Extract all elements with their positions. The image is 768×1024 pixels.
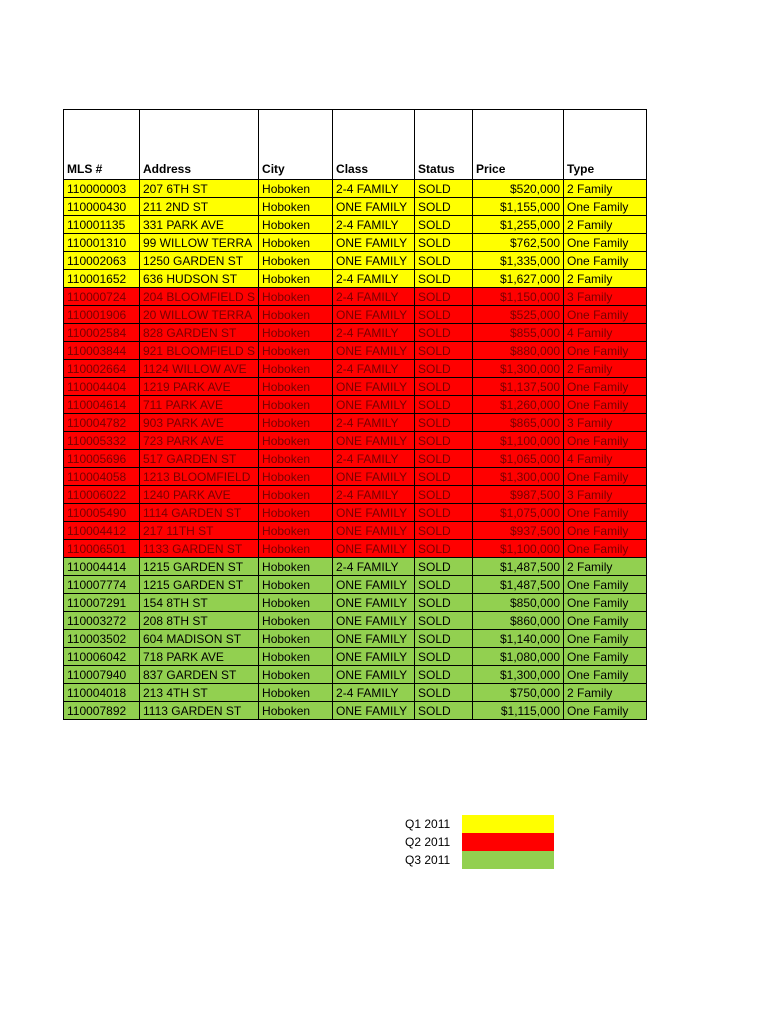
status-cell: SOLD <box>415 666 473 684</box>
address-cell: 1124 WILLOW AVE <box>140 360 259 378</box>
address-cell: 1219 PARK AVE <box>140 378 259 396</box>
status-cell: SOLD <box>415 612 473 630</box>
class-cell: ONE FAMILY <box>333 396 415 414</box>
status-cell: SOLD <box>415 414 473 432</box>
table-row <box>64 558 647 576</box>
class-cell: ONE FAMILY <box>333 666 415 684</box>
city-cell: Hoboken <box>259 198 333 216</box>
type-cell: One Family <box>564 540 647 558</box>
city-cell: Hoboken <box>259 522 333 540</box>
type-cell: One Family <box>564 468 647 486</box>
type-cell: 2 Family <box>564 558 647 576</box>
class-cell: ONE FAMILY <box>333 504 415 522</box>
price-cell: $1,115,000 <box>473 702 564 720</box>
mls-cell: 110007940 <box>64 666 140 684</box>
address-cell: 828 GARDEN ST <box>140 324 259 342</box>
legend-item <box>405 815 554 833</box>
class-cell: 2-4 FAMILY <box>333 360 415 378</box>
table-row <box>64 432 647 450</box>
sales-table <box>63 109 647 720</box>
type-cell: One Family <box>564 702 647 720</box>
quarter-legend <box>405 815 554 869</box>
address-cell: 604 MADISON ST <box>140 630 259 648</box>
address-cell: 213 4TH ST <box>140 684 259 702</box>
type-cell: One Family <box>564 396 647 414</box>
price-cell: $1,627,000 <box>473 270 564 288</box>
price-cell: $1,300,000 <box>473 468 564 486</box>
class-cell: ONE FAMILY <box>333 432 415 450</box>
type-cell: One Family <box>564 306 647 324</box>
status-cell: SOLD <box>415 702 473 720</box>
city-cell: Hoboken <box>259 216 333 234</box>
status-cell: SOLD <box>415 630 473 648</box>
mls-cell: 110007291 <box>64 594 140 612</box>
address-cell: 718 PARK AVE <box>140 648 259 666</box>
address-cell: 636 HUDSON ST <box>140 270 259 288</box>
address-cell: 837 GARDEN ST <box>140 666 259 684</box>
status-cell: SOLD <box>415 396 473 414</box>
city-cell: Hoboken <box>259 288 333 306</box>
city-cell: Hoboken <box>259 396 333 414</box>
type-cell: 4 Family <box>564 450 647 468</box>
price-cell: $1,100,000 <box>473 540 564 558</box>
city-cell: Hoboken <box>259 450 333 468</box>
address-cell: 204 BLOOMFIELD S <box>140 288 259 306</box>
city-cell: Hoboken <box>259 180 333 198</box>
status-cell: SOLD <box>415 432 473 450</box>
status-cell: SOLD <box>415 558 473 576</box>
mls-cell: 110004614 <box>64 396 140 414</box>
city-cell: Hoboken <box>259 504 333 522</box>
legend-label: Q2 2011 <box>405 835 451 849</box>
table-row <box>64 270 647 288</box>
type-cell: 2 Family <box>564 360 647 378</box>
price-cell: $1,075,000 <box>473 504 564 522</box>
class-cell: ONE FAMILY <box>333 612 415 630</box>
table-row <box>64 378 647 396</box>
class-cell: 2-4 FAMILY <box>333 180 415 198</box>
type-cell: One Family <box>564 666 647 684</box>
status-cell: SOLD <box>415 522 473 540</box>
mls-cell: 110001135 <box>64 216 140 234</box>
type-cell: 2 Family <box>564 180 647 198</box>
class-cell: ONE FAMILY <box>333 198 415 216</box>
address-cell: 1213 BLOOMFIELD <box>140 468 259 486</box>
city-cell: Hoboken <box>259 558 333 576</box>
address-cell: 711 PARK AVE <box>140 396 259 414</box>
type-cell: One Family <box>564 576 647 594</box>
price-cell: $525,000 <box>473 306 564 324</box>
class-cell: ONE FAMILY <box>333 540 415 558</box>
mls-cell: 110005490 <box>64 504 140 522</box>
address-cell: 1240 PARK AVE <box>140 486 259 504</box>
legend-swatch <box>462 851 554 869</box>
city-cell: Hoboken <box>259 432 333 450</box>
table-row <box>64 666 647 684</box>
header-mls: MLS # <box>64 110 140 180</box>
mls-cell: 110002063 <box>64 252 140 270</box>
status-cell: SOLD <box>415 684 473 702</box>
mls-cell: 110002584 <box>64 324 140 342</box>
type-cell: One Family <box>564 594 647 612</box>
table-row <box>64 342 647 360</box>
mls-cell: 110007774 <box>64 576 140 594</box>
table-row <box>64 540 647 558</box>
mls-cell: 110001906 <box>64 306 140 324</box>
status-cell: SOLD <box>415 342 473 360</box>
address-cell: 217 11TH ST <box>140 522 259 540</box>
legend-item <box>405 851 554 869</box>
status-cell: SOLD <box>415 576 473 594</box>
status-cell: SOLD <box>415 468 473 486</box>
status-cell: SOLD <box>415 234 473 252</box>
type-cell: One Family <box>564 504 647 522</box>
mls-cell: 110006022 <box>64 486 140 504</box>
table-row <box>64 702 647 720</box>
type-cell: One Family <box>564 522 647 540</box>
address-cell: 1114 GARDEN ST <box>140 504 259 522</box>
status-cell: SOLD <box>415 594 473 612</box>
table-row <box>64 396 647 414</box>
status-cell: SOLD <box>415 324 473 342</box>
class-cell: ONE FAMILY <box>333 522 415 540</box>
table-row <box>64 306 647 324</box>
legend-label: Q3 2011 <box>405 853 451 867</box>
city-cell: Hoboken <box>259 234 333 252</box>
price-cell: $1,155,000 <box>473 198 564 216</box>
mls-cell: 110004404 <box>64 378 140 396</box>
address-cell: 1215 GARDEN ST <box>140 558 259 576</box>
address-cell: 154 8TH ST <box>140 594 259 612</box>
class-cell: 2-4 FAMILY <box>333 486 415 504</box>
mls-cell: 110006501 <box>64 540 140 558</box>
class-cell: ONE FAMILY <box>333 630 415 648</box>
status-cell: SOLD <box>415 198 473 216</box>
type-cell: 2 Family <box>564 270 647 288</box>
price-cell: $937,500 <box>473 522 564 540</box>
type-cell: One Family <box>564 432 647 450</box>
city-cell: Hoboken <box>259 666 333 684</box>
class-cell: ONE FAMILY <box>333 252 415 270</box>
legend-swatch <box>462 833 554 851</box>
price-cell: $1,335,000 <box>473 252 564 270</box>
mls-cell: 110007892 <box>64 702 140 720</box>
status-cell: SOLD <box>415 180 473 198</box>
table-row <box>64 252 647 270</box>
city-cell: Hoboken <box>259 540 333 558</box>
city-cell: Hoboken <box>259 702 333 720</box>
address-cell: 211 2ND ST <box>140 198 259 216</box>
price-cell: $880,000 <box>473 342 564 360</box>
mls-cell: 110005332 <box>64 432 140 450</box>
city-cell: Hoboken <box>259 630 333 648</box>
table-row <box>64 216 647 234</box>
type-cell: 3 Family <box>564 288 647 306</box>
status-cell: SOLD <box>415 648 473 666</box>
table-row <box>64 630 647 648</box>
type-cell: One Family <box>564 378 647 396</box>
legend-swatch <box>462 815 554 833</box>
price-cell: $1,300,000 <box>473 360 564 378</box>
address-cell: 1250 GARDEN ST <box>140 252 259 270</box>
class-cell: 2-4 FAMILY <box>333 414 415 432</box>
class-cell: 2-4 FAMILY <box>333 684 415 702</box>
type-cell: 3 Family <box>564 414 647 432</box>
table-row <box>64 234 647 252</box>
type-cell: 3 Family <box>564 486 647 504</box>
type-cell: One Family <box>564 252 647 270</box>
type-cell: 2 Family <box>564 684 647 702</box>
class-cell: ONE FAMILY <box>333 378 415 396</box>
city-cell: Hoboken <box>259 414 333 432</box>
header-type: Type <box>564 110 647 180</box>
price-cell: $1,255,000 <box>473 216 564 234</box>
class-cell: ONE FAMILY <box>333 306 415 324</box>
city-cell: Hoboken <box>259 648 333 666</box>
status-cell: SOLD <box>415 378 473 396</box>
table-row <box>64 648 647 666</box>
mls-cell: 110003844 <box>64 342 140 360</box>
table-row <box>64 324 647 342</box>
city-cell: Hoboken <box>259 612 333 630</box>
status-cell: SOLD <box>415 504 473 522</box>
mls-cell: 110000003 <box>64 180 140 198</box>
table-row <box>64 594 647 612</box>
price-cell: $1,065,000 <box>473 450 564 468</box>
city-cell: Hoboken <box>259 486 333 504</box>
city-cell: Hoboken <box>259 324 333 342</box>
price-cell: $1,487,500 <box>473 576 564 594</box>
mls-cell: 110004018 <box>64 684 140 702</box>
table-row <box>64 360 647 378</box>
mls-cell: 110000430 <box>64 198 140 216</box>
type-cell: 2 Family <box>564 216 647 234</box>
address-cell: 903 PARK AVE <box>140 414 259 432</box>
price-cell: $1,080,000 <box>473 648 564 666</box>
class-cell: ONE FAMILY <box>333 648 415 666</box>
status-cell: SOLD <box>415 450 473 468</box>
mls-cell: 110004782 <box>64 414 140 432</box>
class-cell: 2-4 FAMILY <box>333 216 415 234</box>
price-cell: $1,487,500 <box>473 558 564 576</box>
table-row <box>64 198 647 216</box>
status-cell: SOLD <box>415 252 473 270</box>
class-cell: 2-4 FAMILY <box>333 324 415 342</box>
table-row <box>64 468 647 486</box>
class-cell: ONE FAMILY <box>333 342 415 360</box>
class-cell: 2-4 FAMILY <box>333 450 415 468</box>
address-cell: 517 GARDEN ST <box>140 450 259 468</box>
city-cell: Hoboken <box>259 306 333 324</box>
price-cell: $1,100,000 <box>473 432 564 450</box>
type-cell: One Family <box>564 342 647 360</box>
price-cell: $850,000 <box>473 594 564 612</box>
class-cell: ONE FAMILY <box>333 594 415 612</box>
mls-cell: 110004414 <box>64 558 140 576</box>
city-cell: Hoboken <box>259 342 333 360</box>
class-cell: ONE FAMILY <box>333 576 415 594</box>
address-cell: 723 PARK AVE <box>140 432 259 450</box>
mls-cell: 110004412 <box>64 522 140 540</box>
price-cell: $1,300,000 <box>473 666 564 684</box>
table-row <box>64 504 647 522</box>
price-cell: $1,150,000 <box>473 288 564 306</box>
city-cell: Hoboken <box>259 378 333 396</box>
city-cell: Hoboken <box>259 576 333 594</box>
mls-cell: 110003502 <box>64 630 140 648</box>
city-cell: Hoboken <box>259 684 333 702</box>
header-price: Price <box>473 110 564 180</box>
price-cell: $520,000 <box>473 180 564 198</box>
address-cell: 208 8TH ST <box>140 612 259 630</box>
price-cell: $1,260,000 <box>473 396 564 414</box>
mls-cell: 110000724 <box>64 288 140 306</box>
table-row <box>64 450 647 468</box>
address-cell: 99 WILLOW TERRA <box>140 234 259 252</box>
table-row <box>64 180 647 198</box>
city-cell: Hoboken <box>259 594 333 612</box>
class-cell: ONE FAMILY <box>333 702 415 720</box>
status-cell: SOLD <box>415 288 473 306</box>
table-row <box>64 414 647 432</box>
header-row <box>64 110 647 180</box>
city-cell: Hoboken <box>259 252 333 270</box>
address-cell: 1133 GARDEN ST <box>140 540 259 558</box>
price-cell: $750,000 <box>473 684 564 702</box>
city-cell: Hoboken <box>259 270 333 288</box>
class-cell: ONE FAMILY <box>333 468 415 486</box>
header-address: Address <box>140 110 259 180</box>
status-cell: SOLD <box>415 486 473 504</box>
mls-cell: 110001310 <box>64 234 140 252</box>
price-cell: $865,000 <box>473 414 564 432</box>
address-cell: 20 WILLOW TERRA <box>140 306 259 324</box>
type-cell: One Family <box>564 612 647 630</box>
price-cell: $987,500 <box>473 486 564 504</box>
type-cell: One Family <box>564 630 647 648</box>
price-cell: $1,137,500 <box>473 378 564 396</box>
price-cell: $1,140,000 <box>473 630 564 648</box>
status-cell: SOLD <box>415 306 473 324</box>
class-cell: 2-4 FAMILY <box>333 288 415 306</box>
mls-cell: 110005696 <box>64 450 140 468</box>
mls-cell: 110001652 <box>64 270 140 288</box>
status-cell: SOLD <box>415 540 473 558</box>
address-cell: 1215 GARDEN ST <box>140 576 259 594</box>
status-cell: SOLD <box>415 360 473 378</box>
type-cell: One Family <box>564 648 647 666</box>
class-cell: ONE FAMILY <box>333 234 415 252</box>
status-cell: SOLD <box>415 216 473 234</box>
header-class: Class <box>333 110 415 180</box>
table-row <box>64 576 647 594</box>
city-cell: Hoboken <box>259 468 333 486</box>
mls-cell: 110003272 <box>64 612 140 630</box>
status-cell: SOLD <box>415 270 473 288</box>
table-row <box>64 684 647 702</box>
type-cell: 4 Family <box>564 324 647 342</box>
address-cell: 921 BLOOMFIELD S <box>140 342 259 360</box>
table-row <box>64 288 647 306</box>
address-cell: 1113 GARDEN ST <box>140 702 259 720</box>
mls-cell: 110004058 <box>64 468 140 486</box>
legend-item <box>405 833 554 851</box>
city-cell: Hoboken <box>259 360 333 378</box>
price-cell: $855,000 <box>473 324 564 342</box>
mls-cell: 110006042 <box>64 648 140 666</box>
table-row <box>64 486 647 504</box>
legend-label: Q1 2011 <box>405 817 451 831</box>
address-cell: 207 6TH ST <box>140 180 259 198</box>
header-status: Status <box>415 110 473 180</box>
price-cell: $762,500 <box>473 234 564 252</box>
address-cell: 331 PARK AVE <box>140 216 259 234</box>
type-cell: One Family <box>564 198 647 216</box>
class-cell: 2-4 FAMILY <box>333 558 415 576</box>
mls-cell: 110002664 <box>64 360 140 378</box>
type-cell: One Family <box>564 234 647 252</box>
header-city: City <box>259 110 333 180</box>
price-cell: $860,000 <box>473 612 564 630</box>
class-cell: 2-4 FAMILY <box>333 270 415 288</box>
table-row <box>64 612 647 630</box>
table-row <box>64 522 647 540</box>
